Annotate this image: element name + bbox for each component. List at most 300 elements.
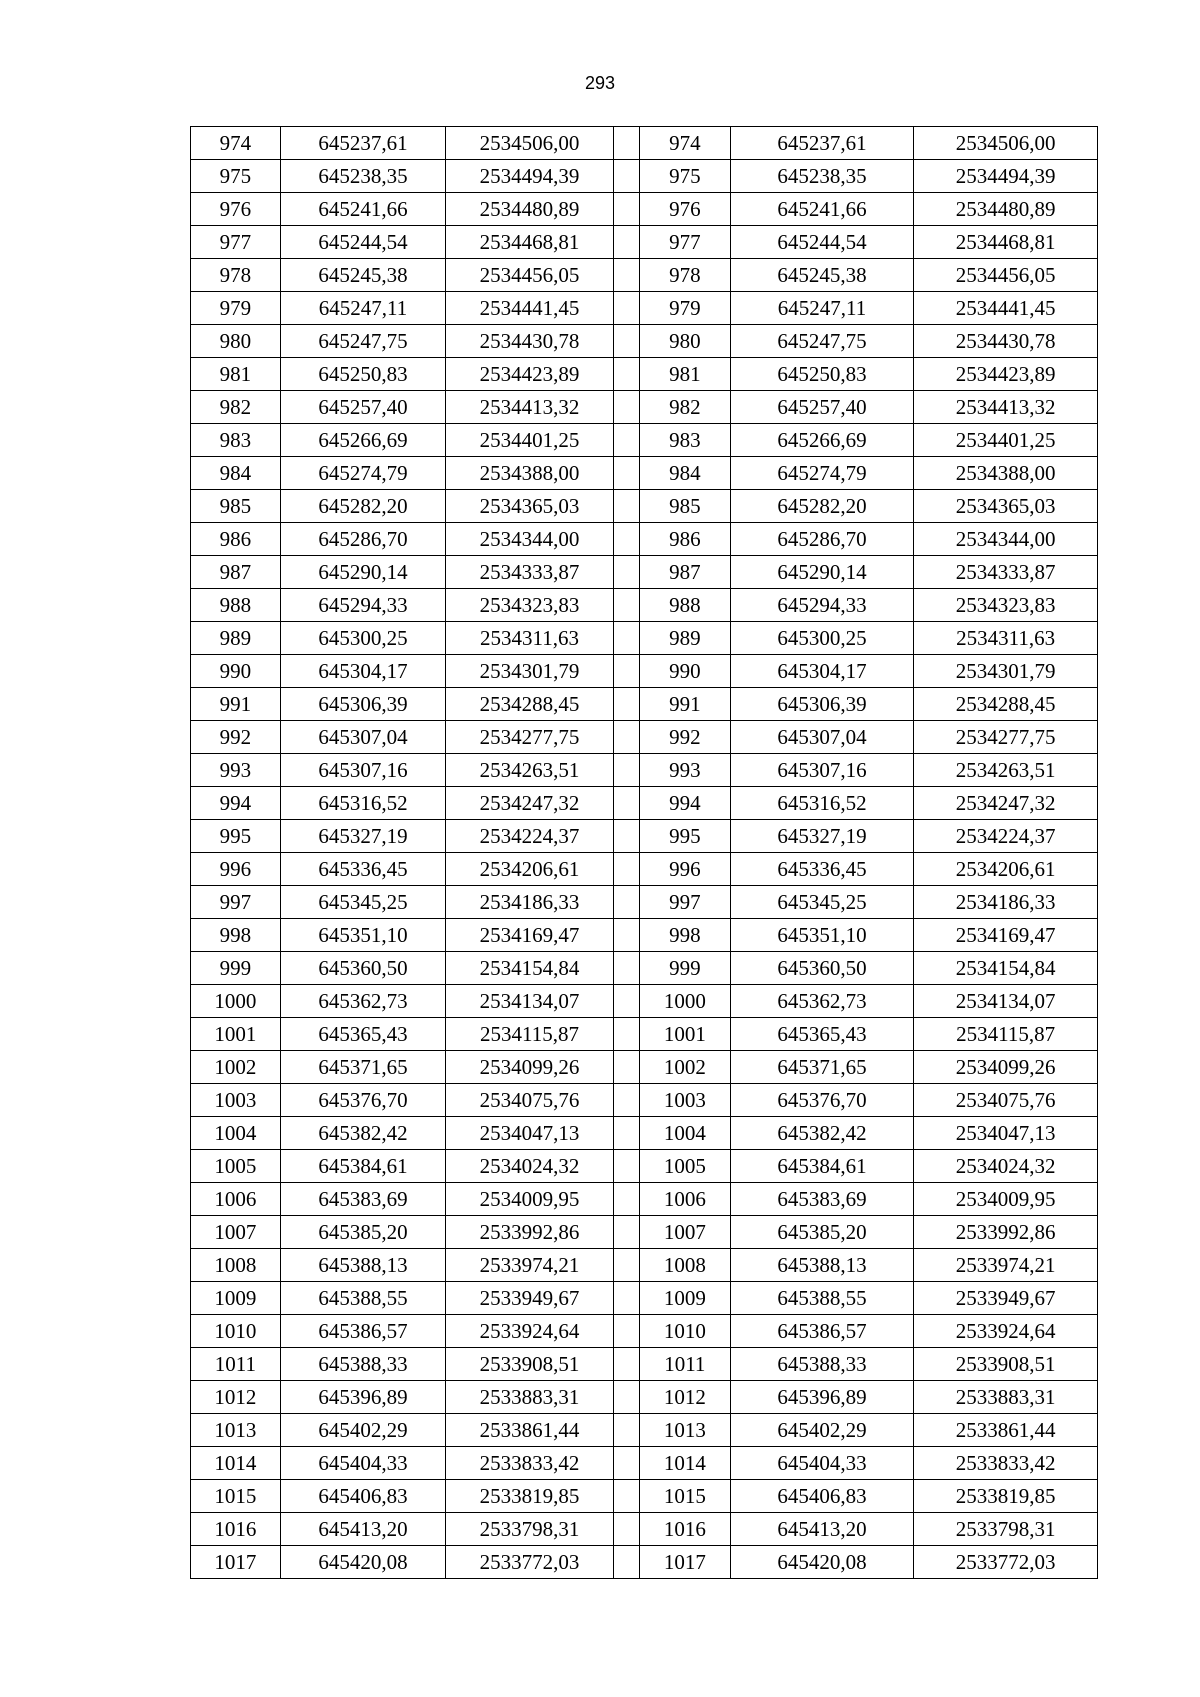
table-row (191, 325, 1098, 358)
x-coordinate-cell: 645327,19 (280, 820, 445, 853)
y-coordinate-cell: 2534365,03 (914, 490, 1098, 523)
spacer-cell-cell (613, 919, 639, 952)
x-coordinate-cell: 645290,14 (730, 556, 914, 589)
x-coordinate-cell: 645406,83 (730, 1480, 914, 1513)
point-number-cell: 996 (191, 853, 281, 886)
y-coordinate-cell: 2533772,03 (446, 1546, 613, 1579)
point-number-cell: 988 (639, 589, 730, 622)
table-row (191, 1546, 1098, 1579)
point-number-cell: 989 (191, 622, 281, 655)
table-row (191, 391, 1098, 424)
x-coordinate-cell: 645294,33 (280, 589, 445, 622)
y-coordinate-cell: 2534247,32 (446, 787, 613, 820)
point-number-cell: 987 (191, 556, 281, 589)
spacer-cell-cell (613, 886, 639, 919)
point-number-cell: 1013 (191, 1414, 281, 1447)
y-coordinate-cell: 2534024,32 (446, 1150, 613, 1183)
spacer-cell-cell (613, 1315, 639, 1348)
point-number-cell: 974 (639, 127, 730, 160)
spacer-cell-cell (613, 622, 639, 655)
x-coordinate-cell: 645257,40 (280, 391, 445, 424)
x-coordinate-cell: 645385,20 (730, 1216, 914, 1249)
y-coordinate-cell: 2534333,87 (914, 556, 1098, 589)
y-coordinate-cell: 2534115,87 (914, 1018, 1098, 1051)
spacer-cell-cell (613, 325, 639, 358)
y-coordinate-cell: 2534009,95 (446, 1183, 613, 1216)
point-number-cell: 987 (639, 556, 730, 589)
x-coordinate-cell: 645244,54 (280, 226, 445, 259)
point-number-cell: 1016 (191, 1513, 281, 1546)
x-coordinate-cell: 645247,11 (730, 292, 914, 325)
x-coordinate-cell: 645307,16 (280, 754, 445, 787)
point-number-cell: 982 (639, 391, 730, 424)
y-coordinate-cell: 2534169,47 (914, 919, 1098, 952)
spacer-cell-cell (613, 721, 639, 754)
x-coordinate-cell: 645396,89 (280, 1381, 445, 1414)
x-coordinate-cell: 645345,25 (730, 886, 914, 919)
x-coordinate-cell: 645250,83 (280, 358, 445, 391)
table-row (191, 1282, 1098, 1315)
spacer-cell-cell (613, 1150, 639, 1183)
point-number-cell: 1004 (191, 1117, 281, 1150)
x-coordinate-cell: 645351,10 (730, 919, 914, 952)
y-coordinate-cell: 2534441,45 (914, 292, 1098, 325)
table-row (191, 358, 1098, 391)
x-coordinate-cell: 645402,29 (280, 1414, 445, 1447)
point-number-cell: 1006 (191, 1183, 281, 1216)
table-row (191, 226, 1098, 259)
x-coordinate-cell: 645241,66 (280, 193, 445, 226)
point-number-cell: 1010 (191, 1315, 281, 1348)
y-coordinate-cell: 2534186,33 (446, 886, 613, 919)
y-coordinate-cell: 2534333,87 (446, 556, 613, 589)
point-number-cell: 991 (191, 688, 281, 721)
x-coordinate-cell: 645286,70 (280, 523, 445, 556)
point-number-cell: 990 (639, 655, 730, 688)
x-coordinate-cell: 645250,83 (730, 358, 914, 391)
point-number-cell: 977 (639, 226, 730, 259)
point-number-cell: 1016 (639, 1513, 730, 1546)
y-coordinate-cell: 2533819,85 (446, 1480, 613, 1513)
point-number-cell: 1011 (639, 1348, 730, 1381)
y-coordinate-cell: 2534099,26 (446, 1051, 613, 1084)
y-coordinate-cell: 2533992,86 (446, 1216, 613, 1249)
x-coordinate-cell: 645351,10 (280, 919, 445, 952)
point-number-cell: 979 (639, 292, 730, 325)
table-row (191, 622, 1098, 655)
y-coordinate-cell: 2534413,32 (914, 391, 1098, 424)
point-number-cell: 976 (639, 193, 730, 226)
x-coordinate-cell: 645282,20 (730, 490, 914, 523)
y-coordinate-cell: 2533924,64 (914, 1315, 1098, 1348)
point-number-cell: 991 (639, 688, 730, 721)
x-coordinate-cell: 645247,75 (280, 325, 445, 358)
point-number-cell: 1008 (191, 1249, 281, 1282)
y-coordinate-cell: 2534480,89 (446, 193, 613, 226)
spacer-cell-cell (613, 160, 639, 193)
point-number-cell: 982 (191, 391, 281, 424)
x-coordinate-cell: 645307,04 (730, 721, 914, 754)
coordinates-table-body (191, 127, 1098, 1579)
x-coordinate-cell: 645304,17 (280, 655, 445, 688)
point-number-cell: 975 (191, 160, 281, 193)
point-number-cell: 998 (191, 919, 281, 952)
spacer-cell-cell (613, 193, 639, 226)
x-coordinate-cell: 645382,42 (730, 1117, 914, 1150)
y-coordinate-cell: 2534344,00 (446, 523, 613, 556)
x-coordinate-cell: 645388,13 (280, 1249, 445, 1282)
x-coordinate-cell: 645247,11 (280, 292, 445, 325)
point-number-cell: 1012 (639, 1381, 730, 1414)
x-coordinate-cell: 645244,54 (730, 226, 914, 259)
table-row (191, 292, 1098, 325)
spacer-cell-cell (613, 226, 639, 259)
x-coordinate-cell: 645384,61 (280, 1150, 445, 1183)
spacer-cell-cell (613, 259, 639, 292)
x-coordinate-cell: 645286,70 (730, 523, 914, 556)
table-row (191, 193, 1098, 226)
point-number-cell: 993 (639, 754, 730, 787)
x-coordinate-cell: 645384,61 (730, 1150, 914, 1183)
point-number-cell: 997 (639, 886, 730, 919)
table-row (191, 1414, 1098, 1447)
x-coordinate-cell: 645376,70 (280, 1084, 445, 1117)
table-row (191, 919, 1098, 952)
y-coordinate-cell: 2533833,42 (446, 1447, 613, 1480)
point-number-cell: 999 (639, 952, 730, 985)
spacer-cell-cell (613, 952, 639, 985)
point-number-cell: 995 (191, 820, 281, 853)
y-coordinate-cell: 2534301,79 (914, 655, 1098, 688)
x-coordinate-cell: 645266,69 (730, 424, 914, 457)
table-row (191, 985, 1098, 1018)
y-coordinate-cell: 2533949,67 (446, 1282, 613, 1315)
y-coordinate-cell: 2534301,79 (446, 655, 613, 688)
point-number-cell: 984 (191, 457, 281, 490)
point-number-cell: 1017 (639, 1546, 730, 1579)
y-coordinate-cell: 2534075,76 (914, 1084, 1098, 1117)
spacer-cell-cell (613, 358, 639, 391)
x-coordinate-cell: 645306,39 (730, 688, 914, 721)
point-number-cell: 1004 (639, 1117, 730, 1150)
x-coordinate-cell: 645420,08 (730, 1546, 914, 1579)
x-coordinate-cell: 645316,52 (730, 787, 914, 820)
point-number-cell: 1002 (639, 1051, 730, 1084)
x-coordinate-cell: 645404,33 (280, 1447, 445, 1480)
y-coordinate-cell: 2534288,45 (446, 688, 613, 721)
point-number-cell: 1001 (191, 1018, 281, 1051)
table-row (191, 1381, 1098, 1414)
point-number-cell: 985 (639, 490, 730, 523)
y-coordinate-cell: 2533819,85 (914, 1480, 1098, 1513)
y-coordinate-cell: 2534047,13 (446, 1117, 613, 1150)
x-coordinate-cell: 645362,73 (730, 985, 914, 1018)
y-coordinate-cell: 2534401,25 (446, 424, 613, 457)
point-number-cell: 1009 (191, 1282, 281, 1315)
x-coordinate-cell: 645238,35 (730, 160, 914, 193)
point-number-cell: 1002 (191, 1051, 281, 1084)
table-row (191, 1315, 1098, 1348)
y-coordinate-cell: 2534311,63 (446, 622, 613, 655)
point-number-cell: 1008 (639, 1249, 730, 1282)
table-row (191, 1018, 1098, 1051)
y-coordinate-cell: 2533883,31 (914, 1381, 1098, 1414)
x-coordinate-cell: 645300,25 (730, 622, 914, 655)
y-coordinate-cell: 2534263,51 (914, 754, 1098, 787)
spacer-cell-cell (613, 1348, 639, 1381)
point-number-cell: 1015 (191, 1480, 281, 1513)
x-coordinate-cell: 645247,75 (730, 325, 914, 358)
x-coordinate-cell: 645238,35 (280, 160, 445, 193)
y-coordinate-cell: 2534277,75 (914, 721, 1098, 754)
y-coordinate-cell: 2534494,39 (914, 160, 1098, 193)
x-coordinate-cell: 645362,73 (280, 985, 445, 1018)
x-coordinate-cell: 645266,69 (280, 424, 445, 457)
spacer-cell-cell (613, 1117, 639, 1150)
x-coordinate-cell: 645365,43 (730, 1018, 914, 1051)
point-number-cell: 1007 (191, 1216, 281, 1249)
point-number-cell: 983 (639, 424, 730, 457)
x-coordinate-cell: 645237,61 (730, 127, 914, 160)
point-number-cell: 1014 (639, 1447, 730, 1480)
x-coordinate-cell: 645274,79 (730, 457, 914, 490)
y-coordinate-cell: 2534169,47 (446, 919, 613, 952)
spacer-cell-cell (613, 457, 639, 490)
point-number-cell: 1017 (191, 1546, 281, 1579)
table-row (191, 160, 1098, 193)
spacer-cell-cell (613, 1381, 639, 1414)
point-number-cell: 1012 (191, 1381, 281, 1414)
y-coordinate-cell: 2533798,31 (446, 1513, 613, 1546)
spacer-cell-cell (613, 1282, 639, 1315)
x-coordinate-cell: 645327,19 (730, 820, 914, 853)
x-coordinate-cell: 645371,65 (280, 1051, 445, 1084)
x-coordinate-cell: 645290,14 (280, 556, 445, 589)
y-coordinate-cell: 2534365,03 (446, 490, 613, 523)
y-coordinate-cell: 2534388,00 (914, 457, 1098, 490)
y-coordinate-cell: 2534468,81 (446, 226, 613, 259)
y-coordinate-cell: 2534206,61 (914, 853, 1098, 886)
x-coordinate-cell: 645386,57 (730, 1315, 914, 1348)
point-number-cell: 974 (191, 127, 281, 160)
spacer-cell-cell (613, 1447, 639, 1480)
spacer-cell-cell (613, 787, 639, 820)
y-coordinate-cell: 2534456,05 (914, 259, 1098, 292)
y-coordinate-cell: 2534075,76 (446, 1084, 613, 1117)
y-coordinate-cell: 2534506,00 (446, 127, 613, 160)
spacer-cell-cell (613, 127, 639, 160)
y-coordinate-cell: 2534430,78 (914, 325, 1098, 358)
y-coordinate-cell: 2534506,00 (914, 127, 1098, 160)
x-coordinate-cell: 645294,33 (730, 589, 914, 622)
x-coordinate-cell: 645282,20 (280, 490, 445, 523)
point-number-cell: 993 (191, 754, 281, 787)
point-number-cell: 976 (191, 193, 281, 226)
spacer-cell-cell (613, 985, 639, 1018)
point-number-cell: 992 (639, 721, 730, 754)
y-coordinate-cell: 2533949,67 (914, 1282, 1098, 1315)
y-coordinate-cell: 2534413,32 (446, 391, 613, 424)
y-coordinate-cell: 2534401,25 (914, 424, 1098, 457)
spacer-cell-cell (613, 688, 639, 721)
y-coordinate-cell: 2534154,84 (914, 952, 1098, 985)
point-number-cell: 998 (639, 919, 730, 952)
y-coordinate-cell: 2533861,44 (446, 1414, 613, 1447)
y-coordinate-cell: 2534134,07 (446, 985, 613, 1018)
y-coordinate-cell: 2534323,83 (446, 589, 613, 622)
point-number-cell: 994 (639, 787, 730, 820)
x-coordinate-cell: 645306,39 (280, 688, 445, 721)
point-number-cell: 979 (191, 292, 281, 325)
point-number-cell: 1013 (639, 1414, 730, 1447)
point-number-cell: 1010 (639, 1315, 730, 1348)
table-row (191, 457, 1098, 490)
spacer-cell-cell (613, 523, 639, 556)
spacer-cell-cell (613, 490, 639, 523)
x-coordinate-cell: 645385,20 (280, 1216, 445, 1249)
table-row (191, 820, 1098, 853)
y-coordinate-cell: 2534311,63 (914, 622, 1098, 655)
table-row (191, 1447, 1098, 1480)
y-coordinate-cell: 2534154,84 (446, 952, 613, 985)
x-coordinate-cell: 645237,61 (280, 127, 445, 160)
point-number-cell: 999 (191, 952, 281, 985)
table-row (191, 1249, 1098, 1282)
x-coordinate-cell: 645307,16 (730, 754, 914, 787)
point-number-cell: 1009 (639, 1282, 730, 1315)
point-number-cell: 985 (191, 490, 281, 523)
y-coordinate-cell: 2534323,83 (914, 589, 1098, 622)
point-number-cell: 980 (191, 325, 281, 358)
y-coordinate-cell: 2534115,87 (446, 1018, 613, 1051)
x-coordinate-cell: 645388,13 (730, 1249, 914, 1282)
x-coordinate-cell: 645300,25 (280, 622, 445, 655)
point-number-cell: 997 (191, 886, 281, 919)
table-row (191, 1348, 1098, 1381)
x-coordinate-cell: 645241,66 (730, 193, 914, 226)
point-number-cell: 978 (191, 259, 281, 292)
x-coordinate-cell: 645316,52 (280, 787, 445, 820)
x-coordinate-cell: 645383,69 (730, 1183, 914, 1216)
point-number-cell: 984 (639, 457, 730, 490)
x-coordinate-cell: 645371,65 (730, 1051, 914, 1084)
point-number-cell: 1007 (639, 1216, 730, 1249)
x-coordinate-cell: 645404,33 (730, 1447, 914, 1480)
x-coordinate-cell: 645360,50 (730, 952, 914, 985)
y-coordinate-cell: 2533974,21 (446, 1249, 613, 1282)
point-number-cell: 989 (639, 622, 730, 655)
spacer-cell-cell (613, 1051, 639, 1084)
point-number-cell: 978 (639, 259, 730, 292)
point-number-cell: 1005 (191, 1150, 281, 1183)
x-coordinate-cell: 645360,50 (280, 952, 445, 985)
table-row (191, 655, 1098, 688)
point-number-cell: 983 (191, 424, 281, 457)
table-row (191, 787, 1098, 820)
y-coordinate-cell: 2533924,64 (446, 1315, 613, 1348)
table-row (191, 523, 1098, 556)
y-coordinate-cell: 2533861,44 (914, 1414, 1098, 1447)
table-row (191, 556, 1098, 589)
point-number-cell: 995 (639, 820, 730, 853)
spacer-cell-cell (613, 391, 639, 424)
point-number-cell: 977 (191, 226, 281, 259)
y-coordinate-cell: 2533798,31 (914, 1513, 1098, 1546)
table-row (191, 1051, 1098, 1084)
x-coordinate-cell: 645420,08 (280, 1546, 445, 1579)
point-number-cell: 975 (639, 160, 730, 193)
point-number-cell: 990 (191, 655, 281, 688)
x-coordinate-cell: 645336,45 (280, 853, 445, 886)
table-row (191, 1216, 1098, 1249)
x-coordinate-cell: 645388,55 (280, 1282, 445, 1315)
spacer-cell-cell (613, 424, 639, 457)
y-coordinate-cell: 2534441,45 (446, 292, 613, 325)
table-row (191, 886, 1098, 919)
x-coordinate-cell: 645396,89 (730, 1381, 914, 1414)
y-coordinate-cell: 2534468,81 (914, 226, 1098, 259)
table-row (191, 127, 1098, 160)
x-coordinate-cell: 645307,04 (280, 721, 445, 754)
y-coordinate-cell: 2533992,86 (914, 1216, 1098, 1249)
y-coordinate-cell: 2534456,05 (446, 259, 613, 292)
x-coordinate-cell: 645386,57 (280, 1315, 445, 1348)
x-coordinate-cell: 645382,42 (280, 1117, 445, 1150)
y-coordinate-cell: 2534206,61 (446, 853, 613, 886)
y-coordinate-cell: 2534024,32 (914, 1150, 1098, 1183)
y-coordinate-cell: 2534047,13 (914, 1117, 1098, 1150)
x-coordinate-cell: 645365,43 (280, 1018, 445, 1051)
x-coordinate-cell: 645257,40 (730, 391, 914, 424)
point-number-cell: 1011 (191, 1348, 281, 1381)
table-row (191, 754, 1098, 787)
point-number-cell: 980 (639, 325, 730, 358)
y-coordinate-cell: 2534186,33 (914, 886, 1098, 919)
table-row (191, 1150, 1098, 1183)
y-coordinate-cell: 2533974,21 (914, 1249, 1098, 1282)
x-coordinate-cell: 645388,33 (280, 1348, 445, 1381)
point-number-cell: 986 (191, 523, 281, 556)
table-row (191, 259, 1098, 292)
spacer-cell-cell (613, 1249, 639, 1282)
spacer-cell-cell (613, 292, 639, 325)
y-coordinate-cell: 2534224,37 (914, 820, 1098, 853)
point-number-cell: 1006 (639, 1183, 730, 1216)
y-coordinate-cell: 2534134,07 (914, 985, 1098, 1018)
spacer-cell-cell (613, 556, 639, 589)
point-number-cell: 1015 (639, 1480, 730, 1513)
spacer-cell-cell (613, 853, 639, 886)
y-coordinate-cell: 2534344,00 (914, 523, 1098, 556)
point-number-cell: 981 (191, 358, 281, 391)
point-number-cell: 1003 (639, 1084, 730, 1117)
spacer-cell-cell (613, 1513, 639, 1546)
y-coordinate-cell: 2534480,89 (914, 193, 1098, 226)
coordinates-table (190, 126, 1098, 1579)
table-row (191, 1183, 1098, 1216)
spacer-cell-cell (613, 1480, 639, 1513)
y-coordinate-cell: 2534263,51 (446, 754, 613, 787)
x-coordinate-cell: 645383,69 (280, 1183, 445, 1216)
spacer-cell-cell (613, 1414, 639, 1447)
point-number-cell: 1003 (191, 1084, 281, 1117)
y-coordinate-cell: 2534494,39 (446, 160, 613, 193)
y-coordinate-cell: 2534288,45 (914, 688, 1098, 721)
y-coordinate-cell: 2533908,51 (914, 1348, 1098, 1381)
spacer-cell-cell (613, 589, 639, 622)
y-coordinate-cell: 2534388,00 (446, 457, 613, 490)
y-coordinate-cell: 2533772,03 (914, 1546, 1098, 1579)
